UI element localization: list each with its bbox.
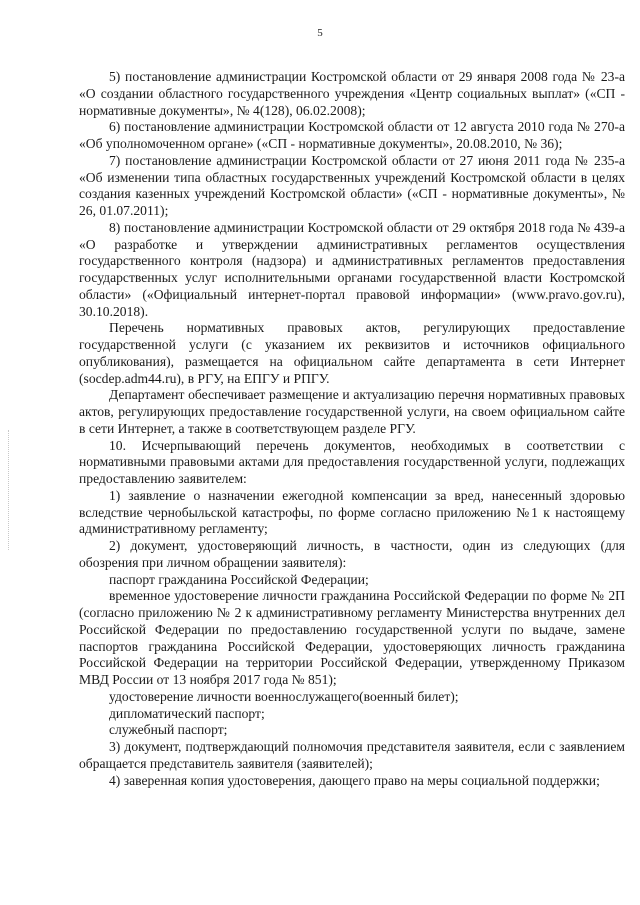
paragraph-item-5: 5) постановление администрации Костромской области от 29 января 2008 года № 23-а «О создании областного государственного учреждения «Центр социальных выплат» («СП - нормативные документы», № 4(128), 06.02.2008); [79, 69, 625, 118]
paragraph-section-10: 10. Исчерпывающий перечень документов, необходимых в соответствии с нормативными правовыми актами для предоставления государственной услуги, подлежащих предоставлению заявителем: [79, 437, 625, 486]
paragraph-doc-4: 4) заверенная копия удостоверения, дающего право на меры социальной поддержки; [109, 772, 600, 788]
paragraph-doc-3: 3) документ, подтверждающий полномочия представителя заявителя, если с заявлением обращается представитель заявителя (заявителей); [79, 739, 625, 771]
paragraph-service-passport: служебный паспорт; [109, 722, 228, 738]
paragraph-doc-2: 2) документ, удостоверяющий личность, в частности, один из следующих (для обозрения при личном обращении заявителя): [79, 538, 625, 570]
paragraph-military-id: удостоверение личности военнослужащего(военный билет); [109, 688, 459, 704]
paragraph-item-7: 7) постановление администрации Костромской области от 27 июня 2011 года № 235-а «Об изменении типа областных государственных учреждений Костромской области в целях создания казенных учреждений Костромской области» («СП - нормативные документы», № 26, 01.07.2011); [79, 152, 625, 218]
document-body [79, 69, 625, 789]
paragraph-item-6: 6) постановление администрации Костромской области от 12 августа 2010 года № 270-а «Об уполномоченном органе» («СП - нормативные документы», 20.08.2010, № 36); [79, 119, 625, 151]
paragraph-department: Департамент обеспечивает размещение и актуализацию перечня нормативных правовых актов, регулирующих предоставление государственной услуги, на своем официальном сайте в сети Интернет, а также в соответствующем разделе РГУ. [79, 387, 625, 436]
paragraph-temp-id: временное удостоверение личности гражданина Российской Федерации по форме № 2П (согласно приложению № 2 к административному регламенту Министерства внутренних дел Российской Федерации по предоставлению государственной услуги по выдаче, замене паспортов гражданина Российской Федерации, удостоверяющих личность гражданина Российской Федерации на территории Российской Федерации, утвержденному Приказом МВД России от 13 ноября 2017 года № 851); [79, 588, 625, 687]
paragraph-acts-list: Перечень нормативных правовых актов, регулирующих предоставление государственной услуги (с указанием их реквизитов и источников официального опубликования), размещается на официальном сайте департамента в сети Интернет (socdep.adm44.ru), в РГУ, на ЕПГУ и РПГУ. [79, 320, 625, 386]
paragraph-item-8: 8) постановление администрации Костромской области от 29 октября 2018 года № 439-а «О разработке и утверждении административных регламентов осуществления государственного контроля (надзора) и административных регламентов предоставления государственных услуг исполнительными органами государственной власти Костромской области» («Официальный интернет-портал правовой информации» (www.pravo.gov.ru), 30.10.2018). [79, 219, 625, 319]
page-number: 5 [317, 27, 323, 39]
paragraph-doc-1: 1) заявление о назначении ежегодной компенсации за вред, нанесенный здоровью вследствие чернобыльской катастрофы, по форме согласно приложению №1 к настоящему административному регламенту; [79, 487, 625, 537]
paragraph-diplomatic-passport: дипломатический паспорт; [109, 705, 265, 721]
paragraph-passport: паспорт гражданина Российской Федерации; [109, 571, 369, 587]
scan-margin-marks [8, 430, 11, 550]
